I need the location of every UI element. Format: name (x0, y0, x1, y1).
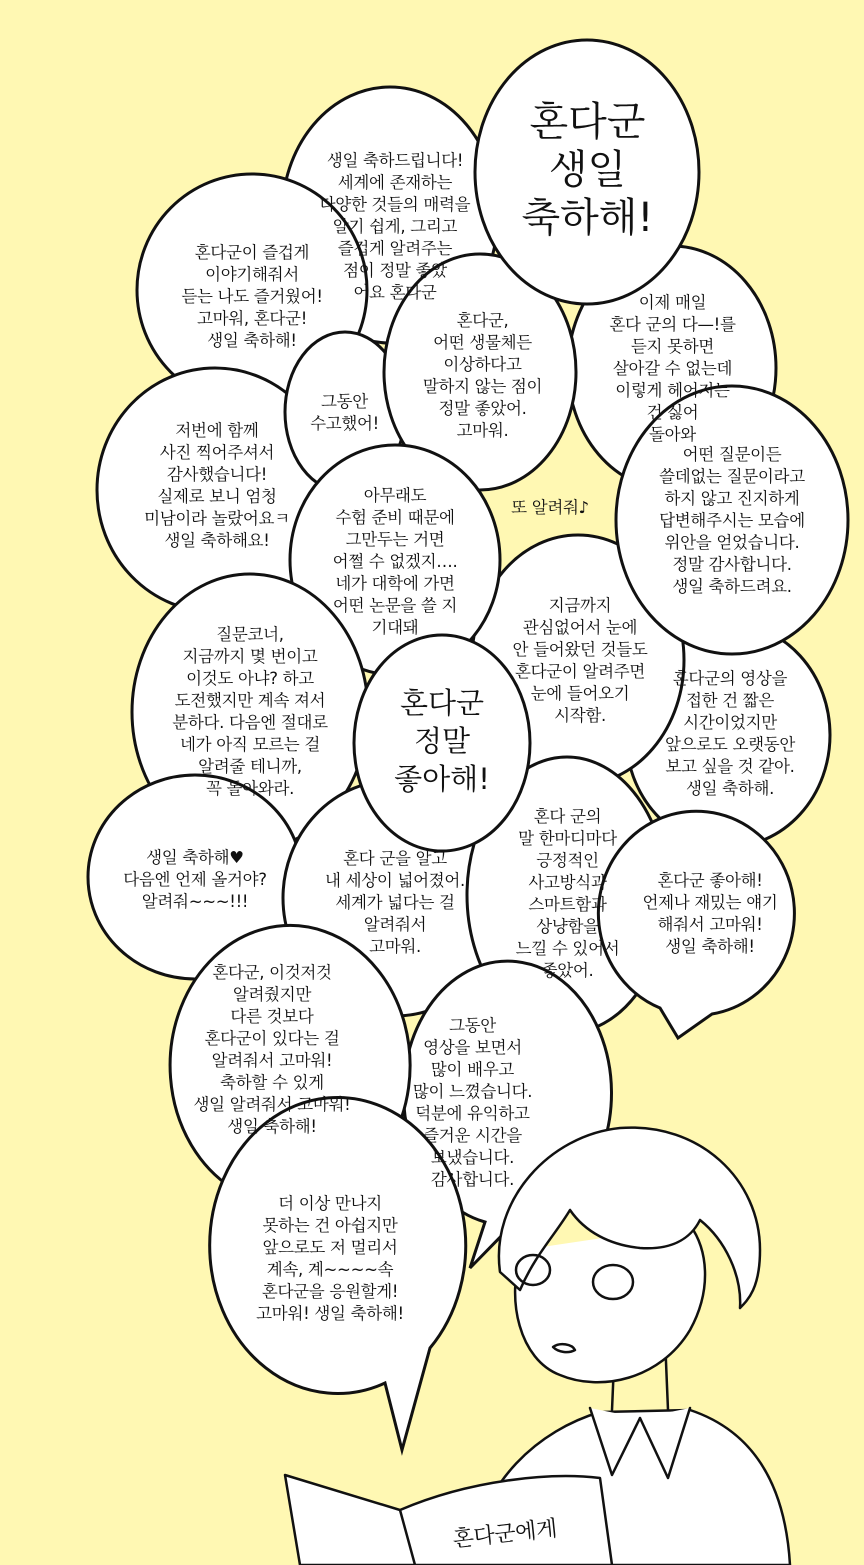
message-positive: 혼다 군의 말 한마디마다 긍정적인 사고방식과 스마트함과 상냥함을 느낄 수 있어서 좋았어. (515, 807, 620, 980)
message-fun-story: 혼다군이 즐겁게 이야기해줘서 듣는 나도 즐거웠어! 고마워, 혼다군! 생일 축하해! (181, 243, 323, 350)
message-every-day: 이제 매일 혼다 군의 다—!를 듣지 못하면 살아갈 수 없는데 이렇게 헤어지는 건 싫어 돌아와 (609, 293, 736, 444)
message-question-corner: 질문코너, 지금까지 몇 번이고 이것도 아냐? 하고 도전했지만 계속 져서 분하다. 다음엔 절대로 네가 아직 모르는 걸 알려줄 테니까, 꼭 돌아와라. (172, 625, 328, 798)
message-birthday-title: 혼다군 생일 축하해! (521, 99, 654, 241)
message-photo: 저번에 함께 사진 찍어주셔서 감사했습니다! 실제로 보니 엄청 미남이라 놀랐어요ㅋ 생일 축하해요! (144, 421, 290, 550)
message-world-wide: 혼다 군을 알고 내 세상이 넓어졌어. 세계가 넓다는 걸 알려줘서 고마워. (325, 849, 465, 956)
message-love-center: 혼다군 정말 좋아해! (394, 686, 490, 796)
message-teach-again: 또 알려줘♪ (511, 498, 589, 517)
message-world-charm: 생일 축하드립니다! 세계에 존재하는 다양한 것들의 매력을 알기 쉽게, 그리고 즐겁게 알려주는 점이 정말 좋았 어요 혼다군 (319, 151, 471, 302)
message-when-come: 생일 축하해♥ 다음엔 언제 올거야? 알려줘~~~!!! (123, 848, 267, 911)
message-serious-answer: 어떤 질문이든 쓸데없는 질문이라고 하지 않고 진지하게 답변해주시는 모습에 위안을 얻었습니다. 정말 감사합니다. 생일 축하드려요. (659, 445, 805, 596)
message-thanks-work: 그동안 수고했어! (310, 392, 379, 433)
message-video-time: 혼다군의 영상을 접한 건 짧은 시간이었지만 앞으로도 오랫동안 보고 싶을 것 같아. 생일 축하해. (664, 669, 796, 798)
message-you-exist: 혼다군, 이것저것 알려줬지만 다른 것보다 혼다군이 있다는 걸 알려줘서 고마워! 축하할 수 있게 생일 알려줘서 고마워! 생일 축하해! (193, 963, 351, 1136)
message-learned: 그동안 영상을 보면서 많이 배우고 많이 느꼈습니다. 덕분에 유익하고 즐거운 시간을 보냈습니다. 감사합니다. (412, 1016, 533, 1189)
message-creatures: 혼다군, 어떤 생물체든 이상하다고 말하지 않는 점이 정말 좋았어. 고마워. (422, 311, 543, 440)
message-fun-talk: 혼다군 좋아해! 언제나 재밌는 얘기 해줘서 고마워! 생일 축하해! (642, 871, 778, 956)
message-cheer-far: 더 이상 만나지 못하는 건 아쉽지만 앞으로도 저 멀리서 계속, 계~~~~속 혼다군을 응원할게! 고마워! 생일 축하해! (256, 1194, 404, 1323)
message-exam: 아무래도 수험 준비 때문에 그만두는 거면 어쩔 수 없겠지…. 네가 대학에 가면 어떤 논문을 쓸 지 기대돼 (332, 486, 458, 637)
message-interest: 지금까지 관심없어서 눈에 안 들어왔던 것들도 혼다군이 알려주면 눈에 들어오기 시작함. (512, 596, 648, 725)
book-title: 혼다군에게 (451, 1516, 559, 1553)
